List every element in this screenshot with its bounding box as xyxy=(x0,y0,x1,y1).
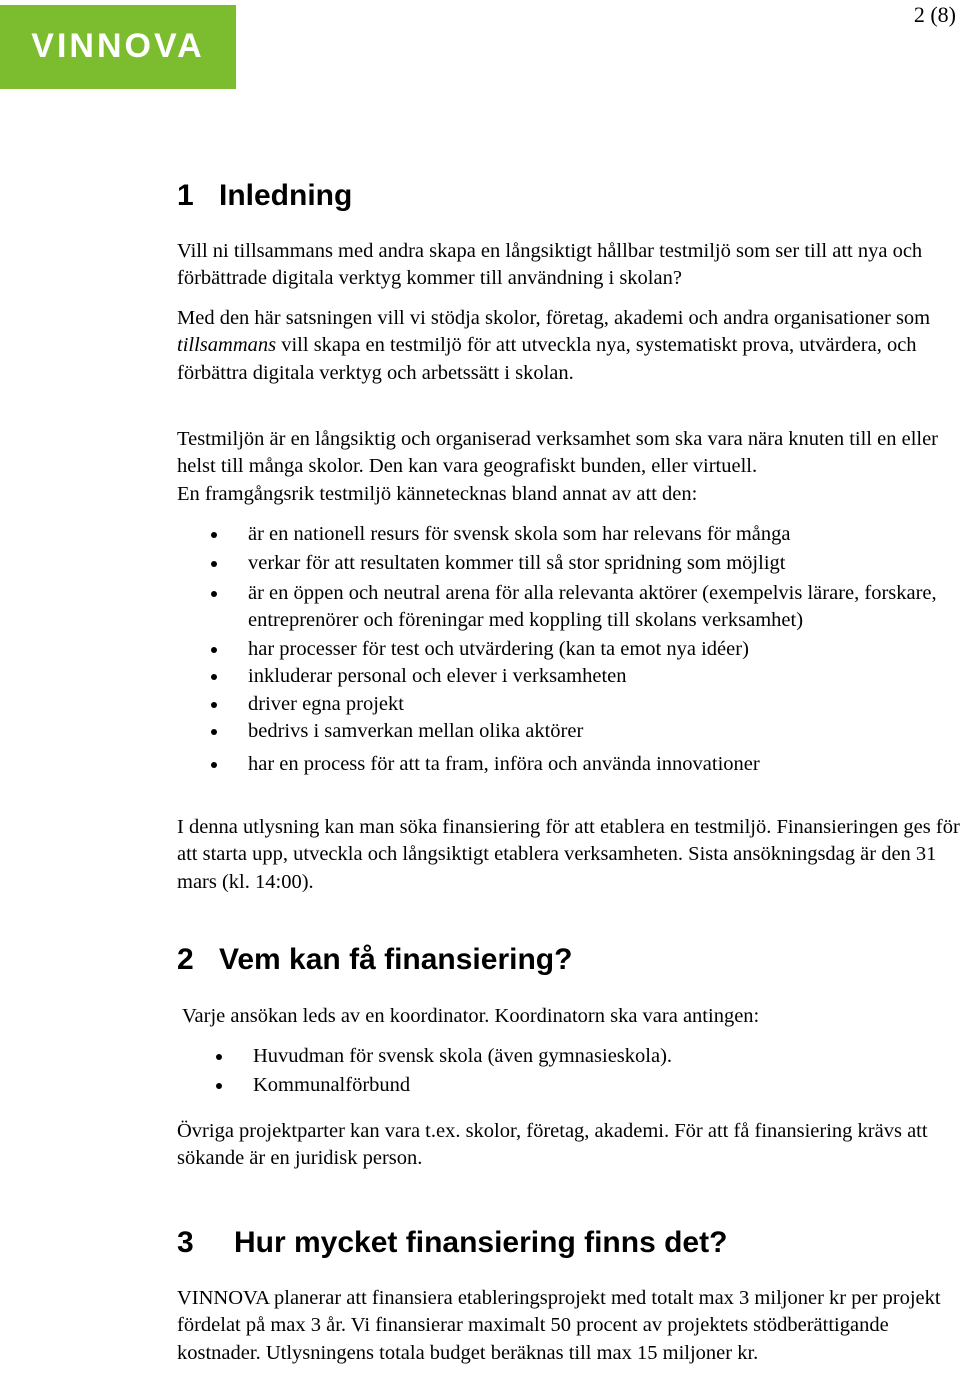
criteria-intro: En framgångsrik testmiljö kännetecknas bland annat av att den: xyxy=(177,483,698,505)
section-title: Inledning xyxy=(219,179,353,212)
section-number: 3 xyxy=(177,1226,194,1259)
list-item: Huvudman för svensk skola (även gymnasieskola). xyxy=(177,1043,957,1070)
purpose-text-start: Med den här satsningen vill vi stödja skolor, företag, akademi och andra organisationer som xyxy=(177,307,931,329)
vinnova-logo xyxy=(0,5,236,89)
intro-paragraph: Vill ni tillsammans med andra skapa en långsiktigt hållbar testmiljö som ser till att nya och förbättrade digitala verktyg kommer till användning i skolan? xyxy=(177,240,923,290)
purpose-paragraph xyxy=(177,305,960,387)
purpose-text-emphasis: tillsammans xyxy=(177,334,277,357)
section-title: Vem kan få finansiering? xyxy=(219,943,573,976)
list-item: inkluderar personal och elever i verksamheten xyxy=(177,663,957,690)
funding-paragraph: I denna utlysning kan man söka finansiering för att etablera en testmiljö. Finansieringen ges för att starta upp, utveckla och långsiktigt etablera verksamheten. Sista ansökningsdag är den 31 mars (kl. 14:00). xyxy=(177,816,960,893)
list-item: driver egna projekt xyxy=(177,691,957,718)
section-title: Hur mycket finansiering finns det? xyxy=(234,1226,728,1259)
list-item: är en nationell resurs för svensk skola som har relevans för många xyxy=(177,521,957,548)
parties-paragraph: Övriga projektparter kan vara t.ex. skolor, företag, akademi. För att få finansiering krävs att sökande är en juridisk person. xyxy=(177,1120,928,1170)
list-item: har processer för test och utvärdering (kan ta emot nya idéer) xyxy=(177,636,957,663)
budget-paragraph: VINNOVA planerar att finansiera etableringsprojekt med totalt max 3 miljoner kr per projekt fördelat på max 3 år. Vi finansierar maximalt 50 procent av projektets stödberättigande kostnader. Utlysningens totala budget beräknas till max 15 miljoner kr. xyxy=(177,1287,941,1364)
section-number: 1 xyxy=(177,179,194,212)
list-item: Kommunalförbund xyxy=(177,1072,957,1099)
section-heading-2 xyxy=(177,942,572,978)
coordinator-list xyxy=(177,1043,957,1100)
purpose-text-end: vill skapa en testmiljö för att utveckla nya, systematiskt prova, utvärdera, och förbättra digitala verktyg och arbetssätt i skolan. xyxy=(177,334,917,384)
section-heading-3 xyxy=(177,1225,727,1261)
page-number: 2 (8) xyxy=(913,2,956,27)
section-number: 2 xyxy=(177,943,194,976)
list-item: har en process för att ta fram, införa och använda innovationer xyxy=(177,751,957,778)
vinnova-logo-mark xyxy=(0,5,236,89)
list-item: bedrivs i samverkan mellan olika aktörer xyxy=(177,718,957,745)
list-item: verkar för att resultaten kommer till så stor spridning som möjligt xyxy=(177,550,957,577)
testmiljo-paragraph: Testmiljön är en långsiktig och organiserad verksamhet som ska vara nära knuten till en eller helst till många skolor. Den kan vara geografiskt bunden, eller virtuell. xyxy=(177,428,939,478)
section-heading-1 xyxy=(177,178,352,214)
criteria-list xyxy=(177,521,957,779)
list-item: är en öppen och neutral arena för alla relevanta aktörer (exempelvis lärare, forskare, entreprenörer och föreningar med koppling till skolans verksamhet) xyxy=(177,580,957,635)
logo-text: VINNOVA xyxy=(31,27,205,65)
coordinator-paragraph: Varje ansökan leds av en koordinator. Koordinatorn ska vara antingen: xyxy=(182,1005,760,1027)
